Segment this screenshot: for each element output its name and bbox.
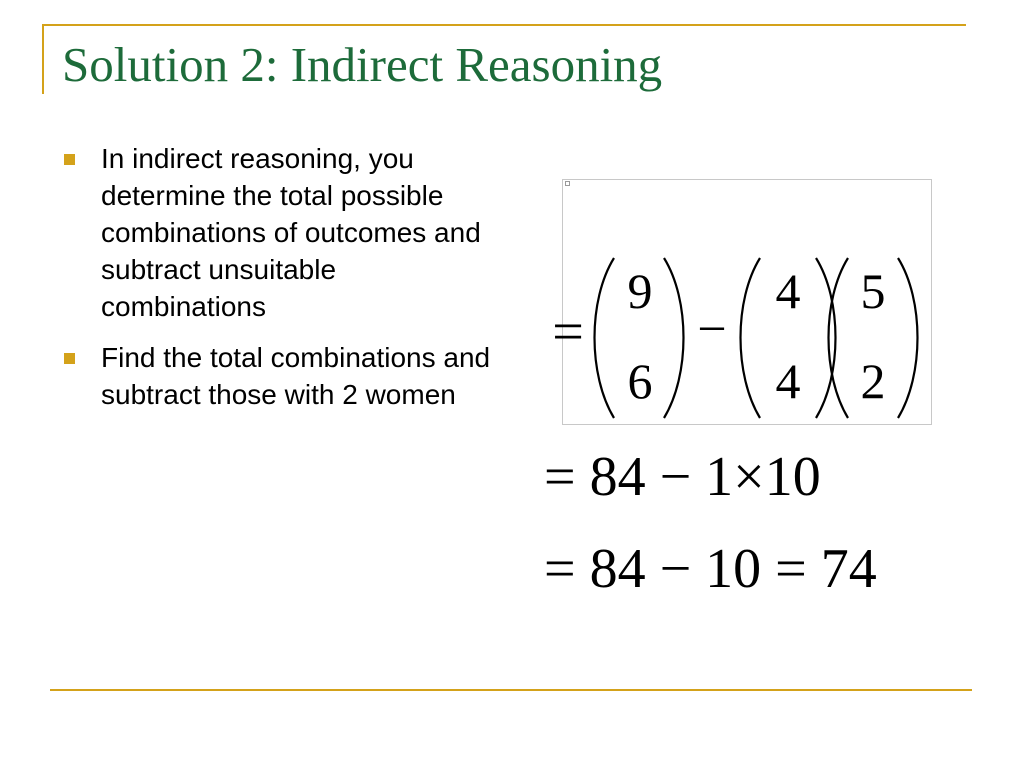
right-paren: [898, 258, 918, 418]
equation-line-2: = 84 − 1×10: [544, 446, 821, 508]
binomial-top: 5: [860, 263, 886, 319]
binomial-bottom: 4: [775, 353, 801, 409]
bullet-text: Find the total combinations and subtract those with 2 women: [101, 342, 491, 410]
equation-line-3: = 84 − 10 = 74: [544, 538, 877, 600]
binomial-bottom: 2: [860, 353, 886, 409]
right-paren: [664, 258, 684, 418]
binomial-5-2: [829, 258, 918, 418]
binomial-4-4: [741, 258, 836, 418]
bottom-border-line: [50, 689, 972, 691]
equals-sign: =: [552, 301, 584, 363]
binomial-top: 9: [627, 263, 653, 319]
binomial-bottom: 6: [627, 353, 653, 409]
left-paren: [741, 258, 761, 418]
binomial-9-6: [595, 258, 684, 418]
left-paren: [595, 258, 615, 418]
minus-sign: −: [697, 301, 727, 358]
left-paren: [829, 258, 849, 418]
right-paren: [816, 258, 836, 418]
bullet-text: In indirect reasoning, you determine the total possible combinations of outcomes and subtract unsuitable combinations: [101, 143, 481, 322]
slide-title: Solution 2: Indirect Reasoning: [62, 37, 663, 92]
binomial-top: 4: [775, 263, 801, 319]
